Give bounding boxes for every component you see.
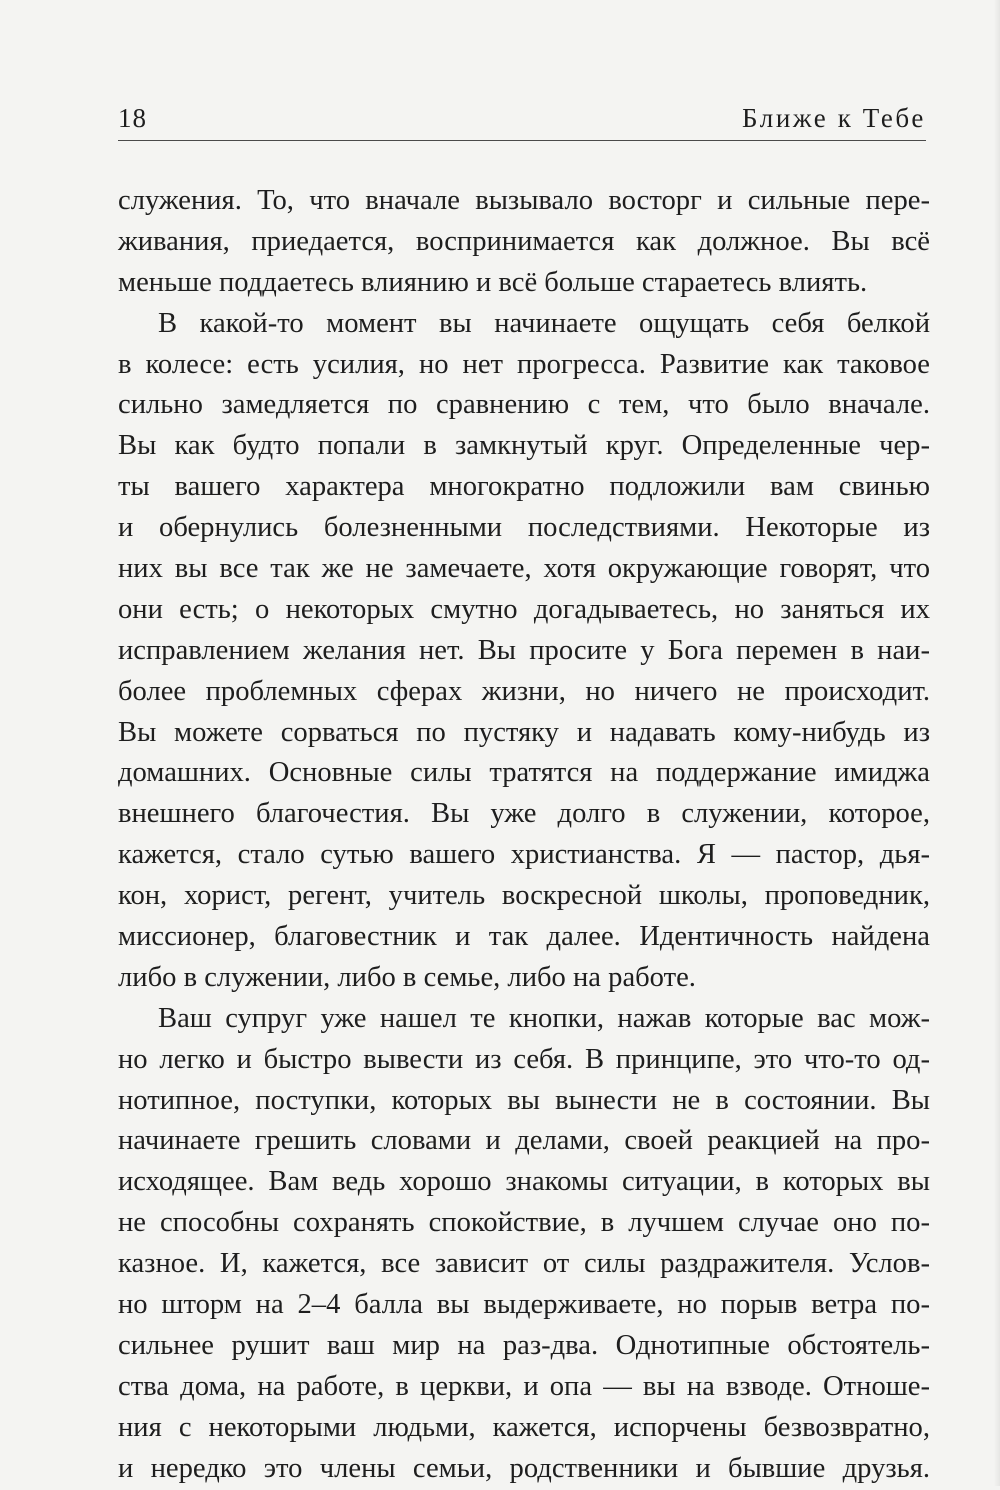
text-line: но легко и быстро вывести из себя. В принципе, это что-то од- (118, 1043, 930, 1075)
text-line: но шторм на 2–4 балла вы выдерживаете, но порыв ветра по- (118, 1289, 930, 1321)
page-header (118, 98, 926, 138)
text-line: они есть; о некоторых смутно догадываетесь, но заняться их (118, 593, 930, 625)
text-line: начинаете грешить словами и делами, своей реакцией на про- (118, 1125, 930, 1157)
text-line: Вы как будто попали в замкнутый круг. Определенные чер- (118, 430, 930, 462)
text-line: живания, приедается, воспринимается как должное. Вы всё (118, 225, 930, 257)
text-line: исправлением желания нет. Вы просите у Бога перемен в наи- (118, 634, 930, 666)
text-line: них вы все так же не замечаете, хотя окружающие говорят, что (118, 553, 930, 585)
page-number: 18 (118, 103, 147, 133)
text-line: ния с некоторыми людьми, кажется, испорчены безвозвратно, (118, 1411, 930, 1443)
text-line: не способны сохранять спокойствие, в лучшем случае оно по- (118, 1207, 930, 1239)
text-line: кон, хорист, регент, учитель воскресной школы, проповедник, (118, 880, 930, 912)
text-line: меньше поддаетесь влиянию и всё больше стараетесь влиять. (118, 266, 868, 298)
text-line: ты вашего характера многократно подложили вам свинью (118, 471, 930, 503)
text-line: миссионер, благовестник и так далее. Идентичность найдена (118, 921, 930, 953)
page-edge-shade (994, 0, 1000, 1486)
text-line: исходящее. Вам ведь хорошо знакомы ситуации, в которых вы (118, 1166, 930, 1198)
text-line: служения. То, что вначале вызывало восторг и сильные пере- (118, 185, 930, 216)
text-line: сильно замедляется по сравнению с тем, что было вначале. (118, 389, 930, 421)
text-line: в колесе: есть усилия, но нет прогресса. Развитие как таковое (118, 348, 930, 380)
text-line: кажется, стало сутью вашего христианства. Я — пастор, дья- (118, 839, 930, 871)
text-line: казное. И, кажется, все зависит от силы раздражителя. Услов- (118, 1248, 930, 1280)
text-line: нотипное, поступки, которых вы вынести не в состоянии. Вы (118, 1084, 930, 1116)
text-line: домашних. Основные силы тратятся на поддержание имиджа (118, 757, 930, 789)
text-line: сильнее рушит ваш мир на раз-два. Однотипные обстоятель- (118, 1329, 930, 1361)
text-line: и нередко это члены семьи, родственники и бывшие друзья. (118, 1452, 930, 1484)
text-line: ства дома, на работе, в церкви, и опа — вы на взводе. Отноше- (118, 1370, 930, 1402)
text-line: и обернулись болезненными последствиями. Некоторые из (118, 512, 930, 544)
text-line: более проблемных сферах жизни, но ничего не происходит. (118, 675, 930, 707)
text-line: внешнего благочестия. Вы уже долго в служении, которое, (118, 798, 930, 830)
text-line: либо в служении, либо в семье, либо на работе. (118, 961, 696, 993)
running-title: Ближе к Тебе (742, 103, 926, 133)
header-rule (118, 140, 926, 141)
text-line: Вы можете сорваться по пустяку и надавать кому-нибудь из (118, 716, 930, 748)
text-line: Ваш супруг уже нашел те кнопки, нажав которые вас мож- (158, 1002, 930, 1034)
body-text (118, 181, 930, 1490)
text-line: В какой-то момент вы начинаете ощущать себя белкой (158, 307, 930, 339)
